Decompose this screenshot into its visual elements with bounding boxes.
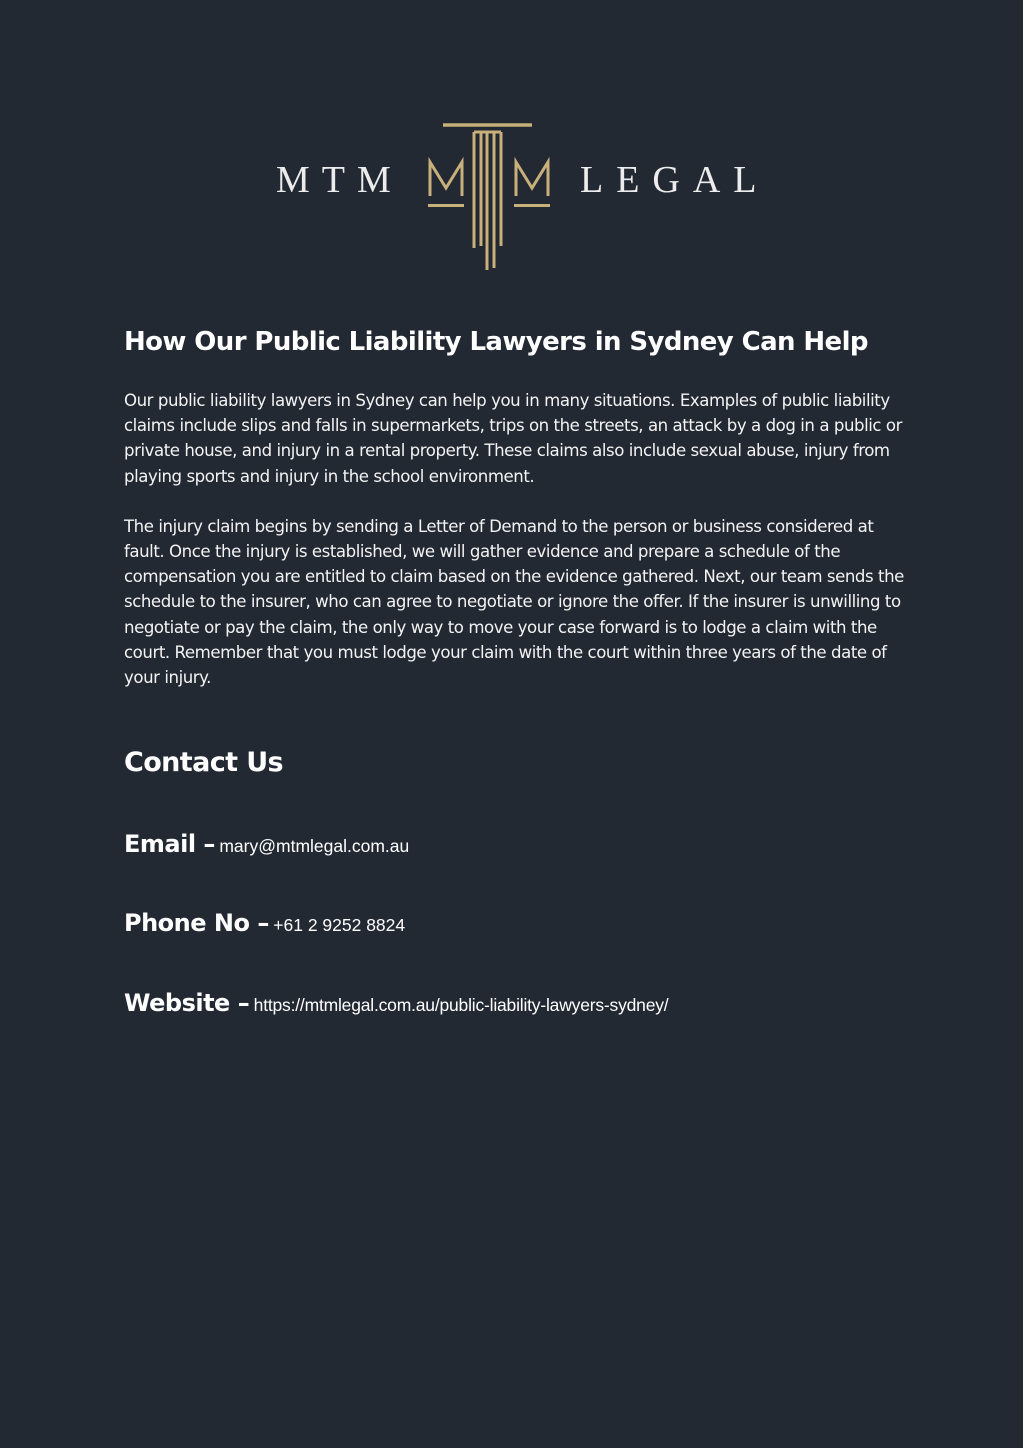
logo-text-legal: LEGAL	[580, 159, 770, 201]
website-label: Website –	[124, 989, 250, 1018]
phone-label: Phone No –	[124, 909, 269, 938]
page-title: How Our Public Liability Lawyers in Sydney Can Help	[124, 327, 868, 357]
phone-link[interactable]: +61 2 9252 8824	[273, 915, 406, 936]
contact-email-line	[124, 824, 904, 868]
contact-heading: Contact Us	[124, 747, 284, 779]
website-link[interactable]: https://mtmlegal.com.au/public-liability-lawyers-sydney/	[253, 995, 669, 1016]
mtm-monogram-icon	[424, 118, 554, 278]
document-content	[124, 322, 904, 1027]
email-label: Email –	[124, 830, 215, 859]
paragraph-situations: Our public liability lawyers in Sydney can help you in many situations. Examples of public liability claims include slips and falls in supermarkets, trips on the streets, an attack by a dog in a public or private house, and injury in a rental property. These claims also include sexual abuse, injury from playing sports and injury in the school environment.	[124, 391, 902, 486]
mtm-legal-logo	[0, 118, 1023, 278]
contact-website-line	[124, 983, 904, 1027]
email-link[interactable]: mary@mtmlegal.com.au	[219, 836, 410, 857]
logo-text-mtm: MTM	[276, 159, 403, 201]
contact-phone-line	[124, 903, 904, 947]
paragraph-claim-process: The injury claim begins by sending a Letter of Demand to the person or business considered at fault. Once the injury is established, we will gather evidence and prepare a schedule of the compensation you are entitled to claim based on the evidence gathered. Next, our team sends the schedule to the insurer, who can agree to negotiate or ignore the offer. If the insurer is unwilling to negotiate or pay the claim, the only way to move your case forward is to lodge a claim with the court. Remember that you must lodge your claim with the court within three years of the date of your injury.	[124, 516, 904, 688]
